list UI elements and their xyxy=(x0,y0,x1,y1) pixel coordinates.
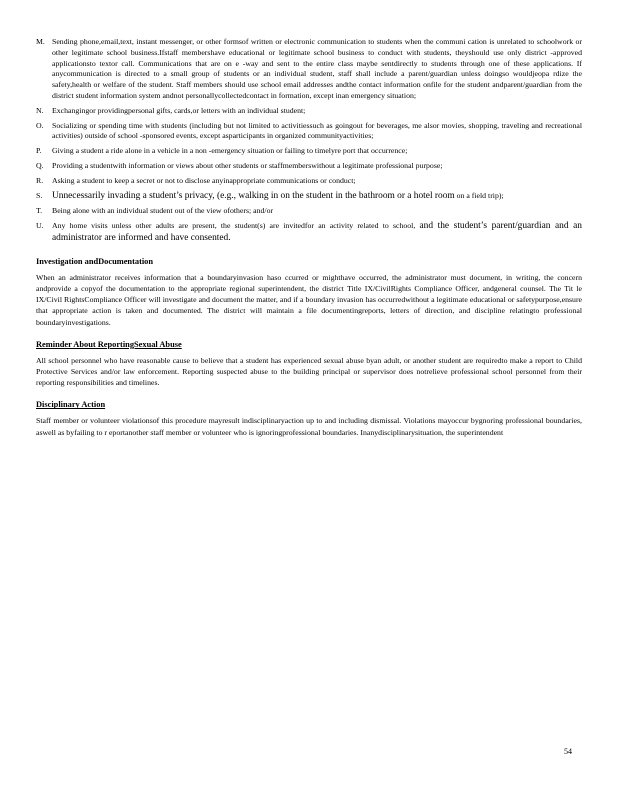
list-item-o xyxy=(36,121,582,143)
item-letter: Q. xyxy=(36,160,44,170)
list-item-q xyxy=(36,161,582,172)
item-letter: R. xyxy=(36,175,44,185)
item-letter: M. xyxy=(36,37,45,46)
item-text: Giving a student a ride alone in a vehicle in a non -emergency situation or failing to timelyre port that occurrence; xyxy=(52,146,408,156)
item-text-large: and the student’s parent/guardian and an administrator are informed and have consented. xyxy=(52,221,582,243)
item-text-small: Any home visits unless other adults are present, the student(s) are invitedfor an activity related to school, xyxy=(52,221,416,231)
list-item-p xyxy=(36,146,582,157)
list-item-u xyxy=(36,221,582,245)
item-text: Asking a student to keep a secret or not to disclose anyinappropriate communications or conduct; xyxy=(52,175,356,185)
item-letter: N. xyxy=(36,105,44,115)
item-text: Exchangingor providingpersonal gifts, cards,or letters with an individual student; xyxy=(52,105,306,115)
list-item-r xyxy=(36,176,582,187)
item-letter: P. xyxy=(36,146,42,156)
item-text: Providing a studentwith information or views about other students or staffmemberswithout a legitimate professional purpose; xyxy=(52,160,443,170)
item-text xyxy=(52,191,582,203)
item-letter: T. xyxy=(36,206,43,216)
section-heading-disciplinary: Disciplinary Action xyxy=(36,400,106,410)
section-text-reporting: All school personnel who have reasonable cause to believe that a student has experienced sexual abuse byan adult, or another student are requiredto make a report to Child Protective Services and/or law enforcement. Reporting suspected abuse to the building principal or supervisor does notrelieve professional school personnel from their reporting responsibilities and timelines. xyxy=(36,355,582,388)
item-text: Sending phone,email,text, instant messenger, or other formsof written or electronic communication to students when the communi cation is unrelated to schoolwork or other legitimate school business.Ifstaff membershave educational or legitimate school business to conduct with students, theyshould use only district -approved applicationsto textor call. Communications that are on e -way and sent to the entire class maybe sentdirectly to students through one of these applications. If anycommunication is directed to a small group of students or an individual student, staff shall include a parent/guardian unless doingso wouldjeopa rdize the safety,health or welfare of the student. Staff members should use school email addresses andthe contact information onfile for the student andparent/guardian from the district student information system andnot personallycollectedcontact in formation, except inan emergency situation; xyxy=(52,37,582,100)
item-letter: S. xyxy=(36,190,43,200)
item-letter: O. xyxy=(36,120,44,130)
section-text-disciplinary: Staff member or volunteer violationsof this procedure mayresult indisciplinaryaction up to and including dismissal. Violations mayoccur bygnoring professional boundaries, aswell as byfailing to r eportanother staff member or volunteer who is ignoringprofessional boundaries. Inanydisciplinarysituation, the superintendent xyxy=(36,416,582,437)
section-heading-reporting: Reminder About ReportingSexual Abuse xyxy=(36,339,182,349)
section-heading-investigation: Investigation andDocumentation xyxy=(36,256,154,266)
list-item-m xyxy=(36,37,582,102)
item-text-small: on a field trip); xyxy=(456,190,504,200)
list-item-t xyxy=(36,206,582,217)
item-text-large: Unnecessarily invading a student’s privacy, (e.g., walking in on the student in the bathroom or a hotel room xyxy=(52,190,455,201)
item-letter: U. xyxy=(36,221,44,231)
page-content xyxy=(36,37,582,438)
list-item-n xyxy=(36,106,582,117)
page-number: 54 xyxy=(564,747,572,756)
section-text-investigation: When an administrator receives information that a boundaryinvasion haso ccurred or mighthave occurred, the administrator must document, in writing, the concern andprovide a copyof the documentation to the appropriate regional superintendent, the district Title IX/CivilRights Compliance Officer, andgeneral counsel. The Tit le IX/Civil RightsCompliance Officer will investigate and document the matter, and if a boundary invasion has occurredwithout a legitimate educational or safetypurpose,ensure that appropriate action is taken and documented. The district will maintain a file documentingreports, letters of direction, and discipline relatingto professional boundaryinvestigations. xyxy=(36,272,582,327)
item-text: Socializing or spending time with students (including but not limited to activitiessuch as goingout for beverages, me alsor movies, shopping, traveling and recreational activities) outside of school -sponsored events, except asparticipants in organized communityactivities; xyxy=(52,120,582,141)
list-item-s xyxy=(36,191,582,203)
item-text xyxy=(52,221,582,245)
item-text: Being alone with an individual student out of the view ofothers; and/or xyxy=(52,206,274,216)
